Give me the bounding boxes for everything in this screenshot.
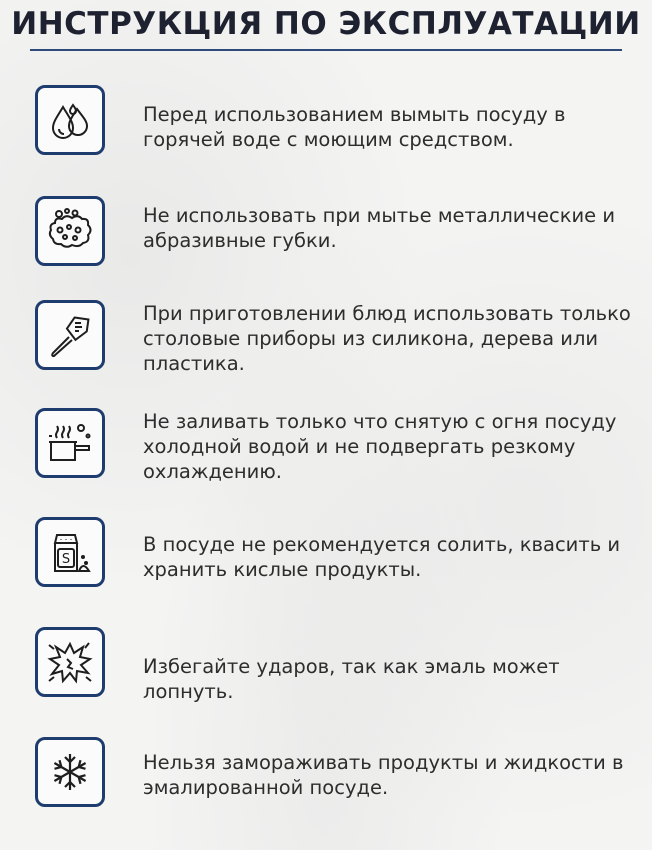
item-text: При приготовлении блюд использовать только столовые приборы из силикона, дерева или пластика. <box>143 302 631 375</box>
crack-icon <box>35 627 105 697</box>
salt-shaker-icon <box>35 517 105 587</box>
item-text: Не использовать при мытье металлические и абразивные губки. <box>143 204 616 252</box>
title-underline <box>30 49 622 51</box>
item-text: Нельзя замораживать продукты и жидкости в эмалированной посуде. <box>143 751 624 799</box>
snowflake-icon <box>35 737 105 807</box>
spatula-icon <box>35 300 105 370</box>
item-text: Избегайте ударов, так как эмаль может лопнуть. <box>143 655 560 703</box>
sponge-icon <box>35 196 105 266</box>
header <box>0 0 652 60</box>
svg-text:S: S <box>61 552 71 567</box>
water-drops-icon <box>35 85 105 155</box>
page-title: ИНСТРУКЦИЯ ПО ЭКСПЛУАТАЦИИ <box>11 6 641 42</box>
item-text: Не заливать только что снятую с огня посуду холодной водой и не подвергать резкому охлаждению. <box>143 410 617 483</box>
item-text: В посуде не рекомендуется солить, квасить и хранить кислые продукты. <box>143 533 621 581</box>
hot-pot-icon <box>35 408 105 478</box>
item-text: Перед использованием вымыть посуду в горячей воде с моющим средством. <box>143 103 566 151</box>
